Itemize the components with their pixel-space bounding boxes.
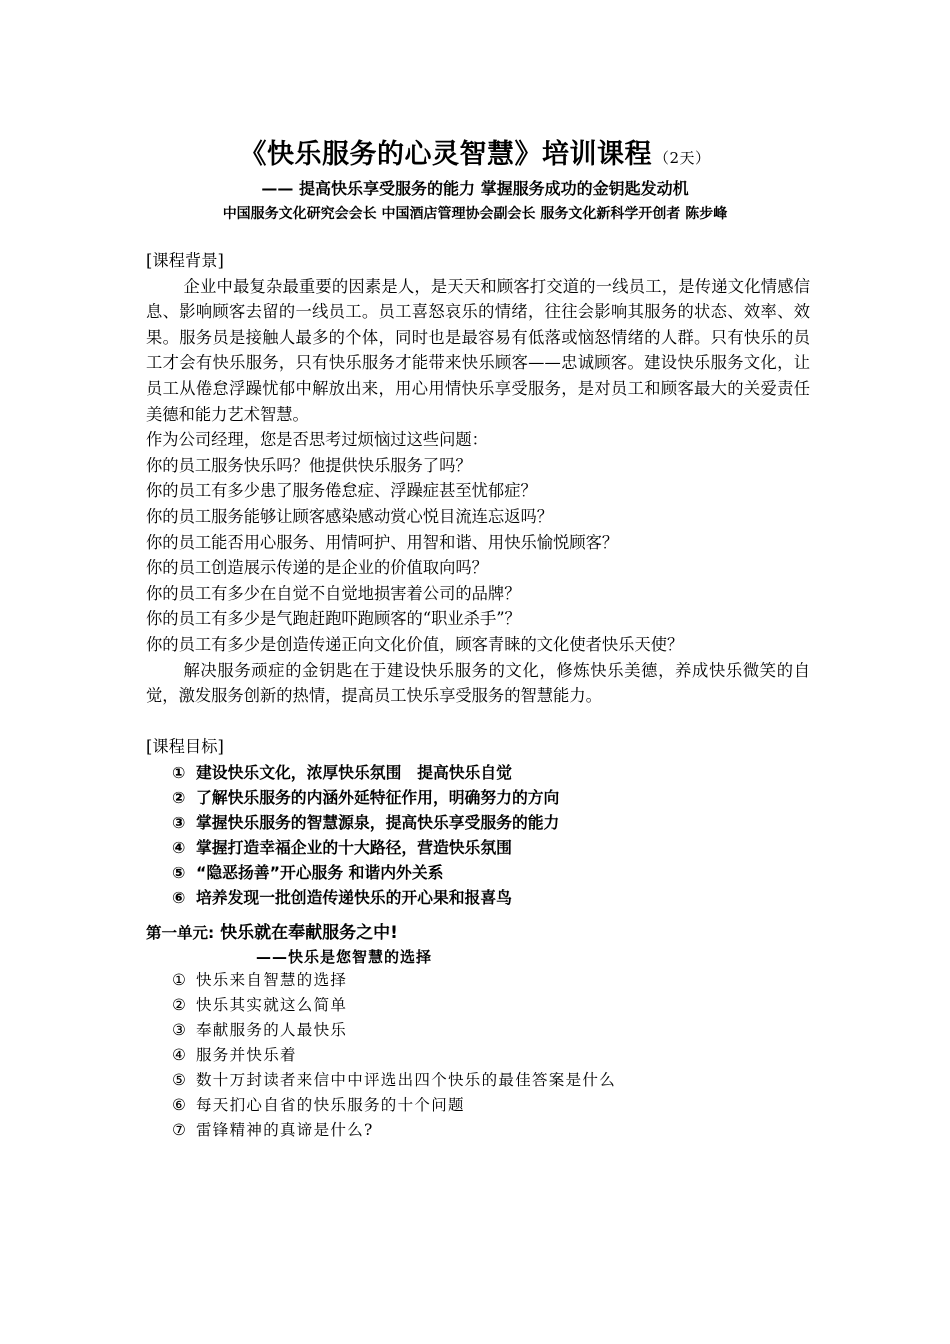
unit1-item-number: ④ bbox=[172, 1045, 188, 1064]
question-line: 你的员工有多少是创造传递正向文化价值，顾客青睐的文化使者快乐天使？ bbox=[146, 634, 684, 654]
goal-item bbox=[146, 810, 810, 835]
question-line: 你的员工服务能够让顾客感染感动赏心悦目流连忘返吗？ bbox=[146, 506, 554, 526]
goal-text: 培养发现一批创造传递快乐的开心果和报喜鸟 bbox=[196, 887, 512, 907]
background-conclusion: 解决服务顽症的金钥匙在于建设快乐服务的文化，修炼快乐美德，养成快乐微笑的自觉，激发服务创新的热情，提高员工快乐享受服务的智慧能力。 bbox=[146, 660, 810, 706]
goals-heading: [课程目标] bbox=[146, 737, 224, 757]
unit1-item-number: ③ bbox=[172, 1020, 188, 1039]
unit1-item-text: 数十万封读者来信中中评选出四个快乐的最佳答案是什么 bbox=[196, 1070, 617, 1089]
unit1-heading bbox=[146, 920, 810, 946]
unit1-item-text: 服务并快乐着 bbox=[196, 1045, 297, 1064]
unit1-subtitle: ——快乐是您智慧的选择 bbox=[256, 947, 433, 966]
goal-item bbox=[146, 785, 810, 810]
question-line: 你的员工有多少在自觉不自觉地损害着公司的品牌？ bbox=[146, 583, 521, 603]
unit1-item bbox=[146, 968, 810, 993]
unit1-item bbox=[146, 1068, 810, 1093]
background-paragraph: 企业中最复杂最重要的因素是人，是天天和顾客打交道的一线员工，是传递文化情感信息、影响顾客去留的一线员工。员工喜怒哀乐的情绪，往往会影响其服务的状态、效率、效果。服务员是接触人最多的个体，同时也是最容易有低落或恼怒情绪的人群。只有快乐的员工才会有快乐服务，只有快乐服务才能带来快乐顾客——忠诚顾客。建设快乐服务文化，让员工从倦怠浮躁忧郁中解放出来，用心用情快乐享受服务，是对员工和顾客最大的关爱责任美德和能力艺术智慧。 bbox=[146, 276, 810, 424]
unit1-item bbox=[146, 1118, 810, 1143]
unit1-item-text: 快乐其实就这么简单 bbox=[196, 995, 348, 1014]
goal-text: 了解快乐服务的内涵外延特征作用，明确努力的方向 bbox=[196, 787, 560, 807]
unit1-list bbox=[146, 968, 810, 1143]
unit1-item-text: 雷锋精神的真谛是什么? bbox=[196, 1120, 374, 1139]
unit1-item bbox=[146, 1093, 810, 1118]
goal-item bbox=[146, 885, 810, 910]
title-text: 《快乐服务的心灵智慧》培训课程 bbox=[239, 139, 652, 170]
question-line: 你的员工能否用心服务、用情呵护、用智和谐、用快乐愉悦顾客？ bbox=[146, 532, 619, 552]
unit1-item-number: ⑥ bbox=[172, 1095, 188, 1114]
goal-text: “隐恶扬善”开心服务 和谐内外关系 bbox=[196, 862, 444, 882]
goal-number: ② bbox=[172, 787, 186, 807]
document-subtitle: —— 提高快乐享受服务的能力 掌握服务成功的金钥匙发动机 bbox=[261, 179, 689, 198]
unit1-item-number: ② bbox=[172, 995, 188, 1014]
unit1-title: 快乐就在奉献服务之中! bbox=[220, 922, 398, 943]
goal-item bbox=[146, 860, 810, 885]
goal-number: ③ bbox=[172, 812, 186, 832]
unit1-item-text: 奉献服务的人最快乐 bbox=[196, 1020, 348, 1039]
question-line: 你的员工服务快乐吗？他提供快乐服务了吗？ bbox=[146, 455, 472, 475]
goal-number: ⑤ bbox=[172, 862, 186, 882]
goal-text: 建设快乐文化，浓厚快乐氛围 提高快乐自觉 bbox=[196, 762, 512, 782]
goal-number: ④ bbox=[172, 837, 186, 857]
unit1-item-number: ⑦ bbox=[172, 1120, 188, 1139]
spacer bbox=[146, 709, 810, 735]
goal-item bbox=[146, 760, 810, 785]
question-line: 你的员工有多少患了服务倦怠症、浮躁症甚至忧郁症？ bbox=[146, 481, 537, 501]
unit1-item-number: ⑤ bbox=[172, 1070, 188, 1089]
goals-list bbox=[146, 760, 810, 910]
author-line: 中国服务文化研究会会长 中国酒店管理协会副会长 服务文化新科学开创者 陈步峰 bbox=[222, 206, 728, 222]
unit1-item bbox=[146, 993, 810, 1018]
goal-text: 掌握打造幸福企业的十大路径，营造快乐氛围 bbox=[196, 837, 512, 857]
background-heading: [课程背景] bbox=[146, 251, 224, 270]
unit1-item-text: 每天扪心自省的快乐服务的十个问题 bbox=[196, 1095, 465, 1114]
title-days: （2天） bbox=[653, 149, 711, 167]
goal-number: ① bbox=[172, 762, 186, 782]
goal-item bbox=[146, 835, 810, 860]
goal-text: 掌握快乐服务的智慧源泉，提高快乐享受服务的能力 bbox=[196, 812, 560, 832]
unit1-label: 第一单元: bbox=[146, 923, 215, 942]
unit1-item-number: ① bbox=[172, 970, 188, 989]
question-line: 你的员工有多少是气跑赶跑吓跑顾客的“职业杀手”？ bbox=[146, 609, 521, 629]
question-line: 作为公司经理，您是否思考过烦恼过这些问题： bbox=[146, 430, 488, 450]
goal-number: ⑥ bbox=[172, 887, 186, 907]
document-body bbox=[146, 248, 810, 1143]
unit1-item bbox=[146, 1043, 810, 1068]
question-line: 你的员工创造展示传递的是企业的价值取向吗？ bbox=[146, 558, 488, 578]
unit1-item-text: 快乐来自智慧的选择 bbox=[196, 970, 348, 989]
document-title bbox=[0, 132, 950, 171]
unit1-item bbox=[146, 1018, 810, 1043]
